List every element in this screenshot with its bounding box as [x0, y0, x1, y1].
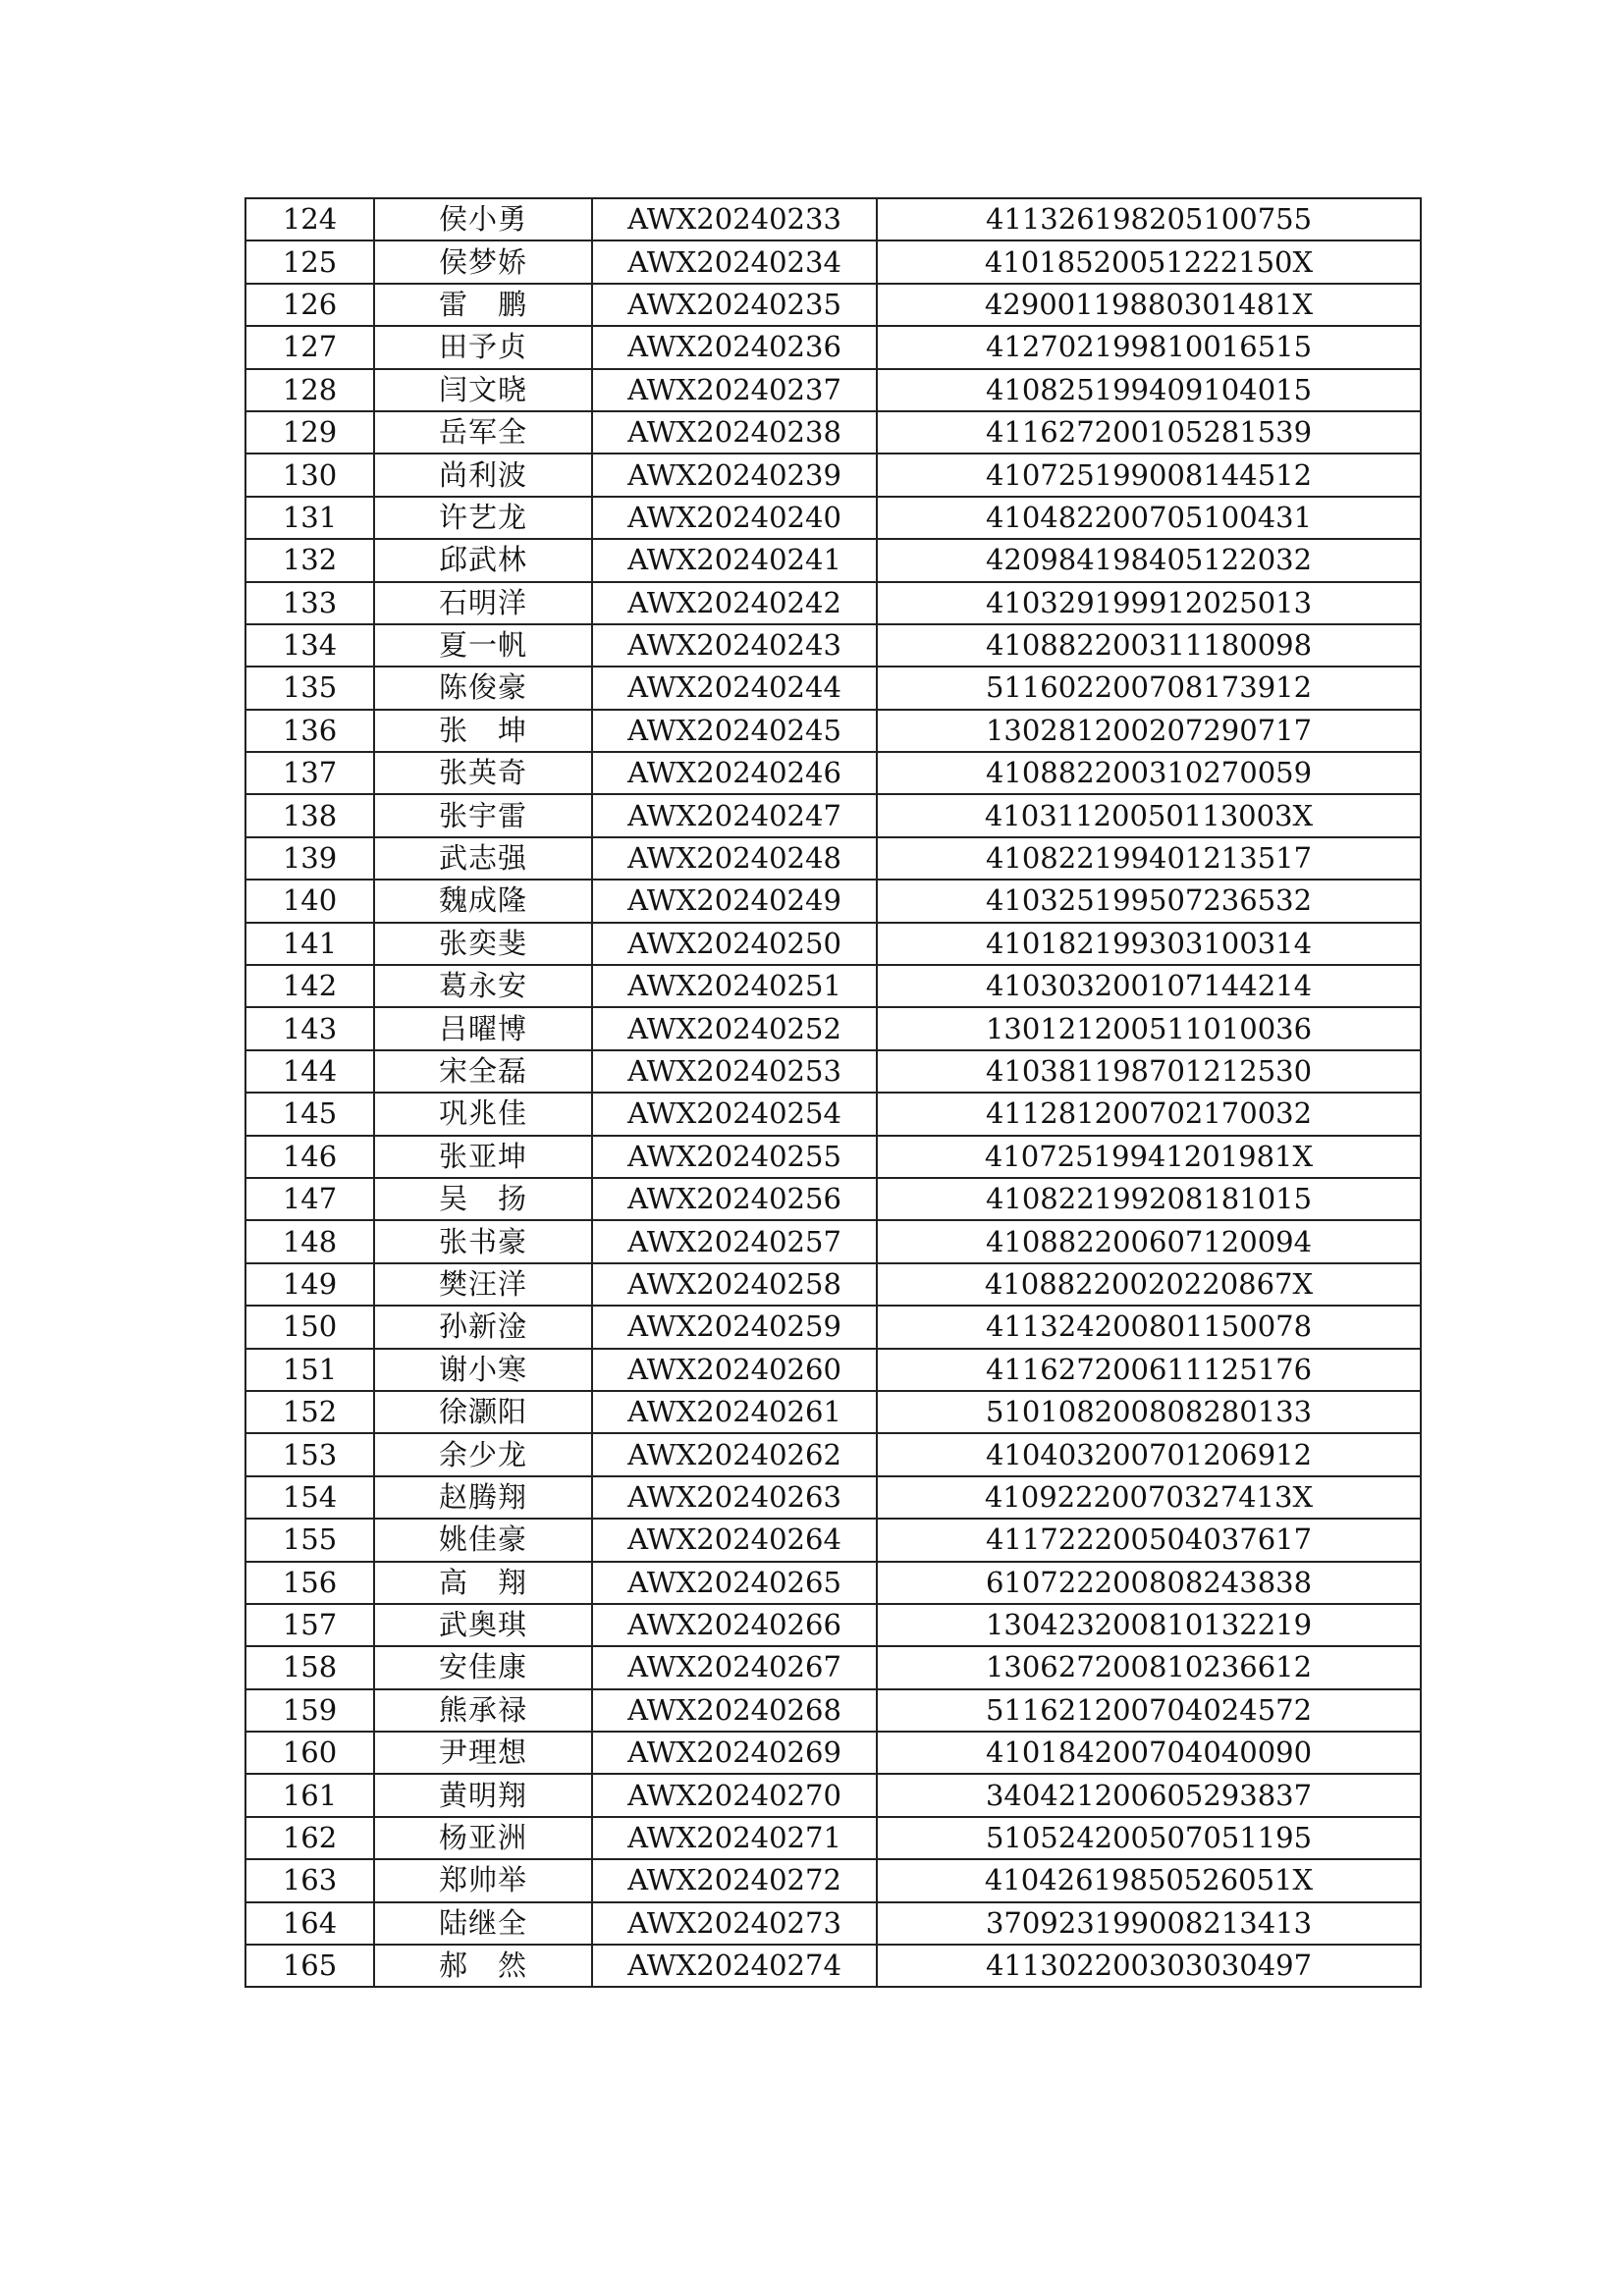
id-number-cell: 410325199507236532 — [877, 880, 1421, 922]
table-row — [245, 582, 1421, 624]
row-number-cell: 138 — [245, 794, 374, 836]
certificate-number-cell: AWX20240237 — [592, 369, 877, 411]
table-row — [245, 1945, 1421, 1987]
certificate-number-cell: AWX20240240 — [592, 497, 877, 539]
person-name-cell: 张英奇 — [374, 752, 592, 794]
id-number-cell: 410303200107144214 — [877, 965, 1421, 1007]
row-number-cell: 141 — [245, 923, 374, 965]
table-row — [245, 198, 1421, 240]
person-name-cell: 巩兆佳 — [374, 1093, 592, 1135]
id-number-cell: 420984198405122032 — [877, 539, 1421, 581]
certificate-number-cell: AWX20240242 — [592, 582, 877, 624]
table-row — [245, 965, 1421, 1007]
certificate-number-cell: AWX20240238 — [592, 411, 877, 454]
person-name-cell: 张宇雷 — [374, 794, 592, 836]
certificate-number-cell: AWX20240268 — [592, 1689, 877, 1732]
table-row — [245, 497, 1421, 539]
person-name-cell: 徐灏阳 — [374, 1391, 592, 1433]
certificate-number-cell: AWX20240252 — [592, 1007, 877, 1049]
row-number-cell: 127 — [245, 326, 374, 368]
person-name-cell: 熊承禄 — [374, 1689, 592, 1732]
certificate-number-cell: AWX20240261 — [592, 1391, 877, 1433]
table-row — [245, 240, 1421, 283]
id-number-cell: 410184200704040090 — [877, 1732, 1421, 1774]
table-row — [245, 1646, 1421, 1688]
id-number-cell: 411627200105281539 — [877, 411, 1421, 454]
table-row — [245, 710, 1421, 752]
row-number-cell: 144 — [245, 1050, 374, 1093]
person-name-cell: 谢小寒 — [374, 1349, 592, 1391]
person-name-cell: 姚佳豪 — [374, 1519, 592, 1561]
table-row — [245, 1902, 1421, 1945]
id-number-cell: 411281200702170032 — [877, 1093, 1421, 1135]
row-number-cell: 135 — [245, 667, 374, 709]
table-row — [245, 1349, 1421, 1391]
row-number-cell: 157 — [245, 1604, 374, 1646]
person-name-cell: 黄明翔 — [374, 1774, 592, 1816]
row-number-cell: 150 — [245, 1306, 374, 1348]
id-number-cell: 410822199401213517 — [877, 837, 1421, 880]
id-number-cell: 410882200310270059 — [877, 752, 1421, 794]
id-number-cell: 41042619850526051X — [877, 1859, 1421, 1901]
row-number-cell: 129 — [245, 411, 374, 454]
row-number-cell: 153 — [245, 1433, 374, 1475]
table-row — [245, 837, 1421, 880]
certificate-number-cell: AWX20240250 — [592, 923, 877, 965]
row-number-cell: 142 — [245, 965, 374, 1007]
id-number-cell: 411326198205100755 — [877, 198, 1421, 240]
row-number-cell: 133 — [245, 582, 374, 624]
certificate-number-cell: AWX20240257 — [592, 1220, 877, 1262]
table-row — [245, 1050, 1421, 1093]
id-number-cell: 610722200808243838 — [877, 1562, 1421, 1604]
certificate-number-cell: AWX20240260 — [592, 1349, 877, 1391]
person-name-cell: 陆继全 — [374, 1902, 592, 1945]
table-row — [245, 1263, 1421, 1306]
table-row — [245, 1391, 1421, 1433]
person-name-cell: 张书豪 — [374, 1220, 592, 1262]
certificate-number-cell: AWX20240236 — [592, 326, 877, 368]
table-row — [245, 326, 1421, 368]
certificate-number-cell: AWX20240233 — [592, 198, 877, 240]
id-number-cell: 511602200708173912 — [877, 667, 1421, 709]
certificate-number-cell: AWX20240235 — [592, 284, 877, 326]
row-number-cell: 149 — [245, 1263, 374, 1306]
table-row — [245, 1859, 1421, 1901]
person-name-cell: 侯小勇 — [374, 198, 592, 240]
id-number-cell: 511621200704024572 — [877, 1689, 1421, 1732]
id-number-cell: 510524200507051195 — [877, 1817, 1421, 1859]
id-number-cell: 130281200207290717 — [877, 710, 1421, 752]
table-row — [245, 1007, 1421, 1049]
row-number-cell: 137 — [245, 752, 374, 794]
person-name-cell: 张奕斐 — [374, 923, 592, 965]
certificate-number-cell: AWX20240263 — [592, 1476, 877, 1519]
person-name-cell: 武志强 — [374, 837, 592, 880]
certificate-number-cell: AWX20240248 — [592, 837, 877, 880]
row-number-cell: 154 — [245, 1476, 374, 1519]
certificate-number-cell: AWX20240271 — [592, 1817, 877, 1859]
certificate-number-cell: AWX20240256 — [592, 1178, 877, 1220]
person-name-cell: 吕曜博 — [374, 1007, 592, 1049]
row-number-cell: 132 — [245, 539, 374, 581]
certificate-number-cell: AWX20240272 — [592, 1859, 877, 1901]
table-row — [245, 284, 1421, 326]
person-name-cell: 尚利波 — [374, 454, 592, 496]
id-number-cell: 410825199409104015 — [877, 369, 1421, 411]
id-number-cell: 410725199008144512 — [877, 454, 1421, 496]
table-row — [245, 1306, 1421, 1348]
row-number-cell: 146 — [245, 1136, 374, 1178]
person-name-cell: 郑帅举 — [374, 1859, 592, 1901]
row-number-cell: 156 — [245, 1562, 374, 1604]
certificate-number-cell: AWX20240255 — [592, 1136, 877, 1178]
id-number-cell: 130423200810132219 — [877, 1604, 1421, 1646]
person-name-cell: 雷 鹏 — [374, 284, 592, 326]
id-number-cell: 410182199303100314 — [877, 923, 1421, 965]
certificate-number-cell: AWX20240274 — [592, 1945, 877, 1987]
person-name-cell: 魏成隆 — [374, 880, 592, 922]
id-number-cell: 410882200311180098 — [877, 624, 1421, 667]
table-row — [245, 1817, 1421, 1859]
row-number-cell: 155 — [245, 1519, 374, 1561]
person-name-cell: 岳军全 — [374, 411, 592, 454]
id-number-cell: 411627200611125176 — [877, 1349, 1421, 1391]
certificate-number-cell: AWX20240266 — [592, 1604, 877, 1646]
row-number-cell: 152 — [245, 1391, 374, 1433]
table-row — [245, 1093, 1421, 1135]
person-name-cell: 葛永安 — [374, 965, 592, 1007]
person-name-cell: 余少龙 — [374, 1433, 592, 1475]
row-number-cell: 134 — [245, 624, 374, 667]
person-name-cell: 吴 扬 — [374, 1178, 592, 1220]
table-row — [245, 1562, 1421, 1604]
row-number-cell: 161 — [245, 1774, 374, 1816]
certificate-number-cell: AWX20240267 — [592, 1646, 877, 1688]
row-number-cell: 131 — [245, 497, 374, 539]
id-number-cell: 340421200605293837 — [877, 1774, 1421, 1816]
id-number-cell: 370923199008213413 — [877, 1902, 1421, 1945]
id-number-cell: 130627200810236612 — [877, 1646, 1421, 1688]
person-name-cell: 杨亚洲 — [374, 1817, 592, 1859]
person-name-cell: 陈俊豪 — [374, 667, 592, 709]
certificate-number-cell: AWX20240244 — [592, 667, 877, 709]
id-number-cell: 411324200801150078 — [877, 1306, 1421, 1348]
row-number-cell: 128 — [245, 369, 374, 411]
id-number-cell: 412702199810016515 — [877, 326, 1421, 368]
person-name-cell: 许艺龙 — [374, 497, 592, 539]
row-number-cell: 162 — [245, 1817, 374, 1859]
row-number-cell: 160 — [245, 1732, 374, 1774]
person-name-cell: 樊汪洋 — [374, 1263, 592, 1306]
person-name-cell: 夏一帆 — [374, 624, 592, 667]
id-number-cell: 130121200511010036 — [877, 1007, 1421, 1049]
table-row — [245, 752, 1421, 794]
person-name-cell: 武奥琪 — [374, 1604, 592, 1646]
certificate-number-cell: AWX20240269 — [592, 1732, 877, 1774]
row-number-cell: 165 — [245, 1945, 374, 1987]
certificate-number-cell: AWX20240259 — [592, 1306, 877, 1348]
certificate-number-cell: AWX20240254 — [592, 1093, 877, 1135]
person-name-cell: 宋全磊 — [374, 1050, 592, 1093]
certificate-number-cell: AWX20240258 — [592, 1263, 877, 1306]
table-row — [245, 1433, 1421, 1475]
table-row — [245, 880, 1421, 922]
certificate-number-cell: AWX20240246 — [592, 752, 877, 794]
table-row — [245, 1136, 1421, 1178]
row-number-cell: 139 — [245, 837, 374, 880]
certificate-number-cell: AWX20240247 — [592, 794, 877, 836]
roster-table — [244, 197, 1422, 1988]
id-number-cell: 41072519941201981X — [877, 1136, 1421, 1178]
table-row — [245, 1220, 1421, 1262]
certificate-number-cell: AWX20240243 — [592, 624, 877, 667]
id-number-cell: 411302200303030497 — [877, 1945, 1421, 1987]
id-number-cell: 41018520051222150X — [877, 240, 1421, 283]
table-row — [245, 1519, 1421, 1561]
certificate-number-cell: AWX20240253 — [592, 1050, 877, 1093]
table-row — [245, 624, 1421, 667]
certificate-number-cell: AWX20240234 — [592, 240, 877, 283]
row-number-cell: 158 — [245, 1646, 374, 1688]
table-row — [245, 1774, 1421, 1816]
person-name-cell: 侯梦娇 — [374, 240, 592, 283]
row-number-cell: 151 — [245, 1349, 374, 1391]
row-number-cell: 147 — [245, 1178, 374, 1220]
id-number-cell: 41088220020220867X — [877, 1263, 1421, 1306]
row-number-cell: 125 — [245, 240, 374, 283]
row-number-cell: 164 — [245, 1902, 374, 1945]
certificate-number-cell: AWX20240270 — [592, 1774, 877, 1816]
table-row — [245, 539, 1421, 581]
certificate-number-cell: AWX20240273 — [592, 1902, 877, 1945]
certificate-number-cell: AWX20240241 — [592, 539, 877, 581]
row-number-cell: 124 — [245, 198, 374, 240]
id-number-cell: 410381198701212530 — [877, 1050, 1421, 1093]
id-number-cell: 41031120050113003X — [877, 794, 1421, 836]
person-name-cell: 高 翔 — [374, 1562, 592, 1604]
person-name-cell: 张亚坤 — [374, 1136, 592, 1178]
table-row — [245, 1178, 1421, 1220]
person-name-cell: 孙新淦 — [374, 1306, 592, 1348]
row-number-cell: 145 — [245, 1093, 374, 1135]
certificate-number-cell: AWX20240251 — [592, 965, 877, 1007]
row-number-cell: 126 — [245, 284, 374, 326]
row-number-cell: 143 — [245, 1007, 374, 1049]
certificate-number-cell: AWX20240265 — [592, 1562, 877, 1604]
person-name-cell: 田予贞 — [374, 326, 592, 368]
id-number-cell: 411722200504037617 — [877, 1519, 1421, 1561]
table-row — [245, 794, 1421, 836]
id-number-cell: 410482200705100431 — [877, 497, 1421, 539]
person-name-cell: 郝 然 — [374, 1945, 592, 1987]
certificate-number-cell: AWX20240239 — [592, 454, 877, 496]
table-row — [245, 1689, 1421, 1732]
certificate-number-cell: AWX20240249 — [592, 880, 877, 922]
roster-table-body — [245, 198, 1421, 1987]
certificate-number-cell: AWX20240245 — [592, 710, 877, 752]
person-name-cell: 尹理想 — [374, 1732, 592, 1774]
id-number-cell: 42900119880301481X — [877, 284, 1421, 326]
certificate-number-cell: AWX20240262 — [592, 1433, 877, 1475]
person-name-cell: 赵腾翔 — [374, 1476, 592, 1519]
row-number-cell: 159 — [245, 1689, 374, 1732]
table-row — [245, 923, 1421, 965]
table-row — [245, 1604, 1421, 1646]
certificate-number-cell: AWX20240264 — [592, 1519, 877, 1561]
id-number-cell: 410882200607120094 — [877, 1220, 1421, 1262]
id-number-cell: 41092220070327413X — [877, 1476, 1421, 1519]
id-number-cell: 410822199208181015 — [877, 1178, 1421, 1220]
person-name-cell: 邱武林 — [374, 539, 592, 581]
person-name-cell: 石明洋 — [374, 582, 592, 624]
row-number-cell: 136 — [245, 710, 374, 752]
row-number-cell: 140 — [245, 880, 374, 922]
table-row — [245, 667, 1421, 709]
table-row — [245, 454, 1421, 496]
person-name-cell: 张 坤 — [374, 710, 592, 752]
table-row — [245, 1476, 1421, 1519]
row-number-cell: 130 — [245, 454, 374, 496]
table-row — [245, 369, 1421, 411]
id-number-cell: 410403200701206912 — [877, 1433, 1421, 1475]
table-row — [245, 1732, 1421, 1774]
row-number-cell: 148 — [245, 1220, 374, 1262]
table-row — [245, 411, 1421, 454]
id-number-cell: 510108200808280133 — [877, 1391, 1421, 1433]
person-name-cell: 闫文晓 — [374, 369, 592, 411]
row-number-cell: 163 — [245, 1859, 374, 1901]
id-number-cell: 410329199912025013 — [877, 582, 1421, 624]
person-name-cell: 安佳康 — [374, 1646, 592, 1688]
